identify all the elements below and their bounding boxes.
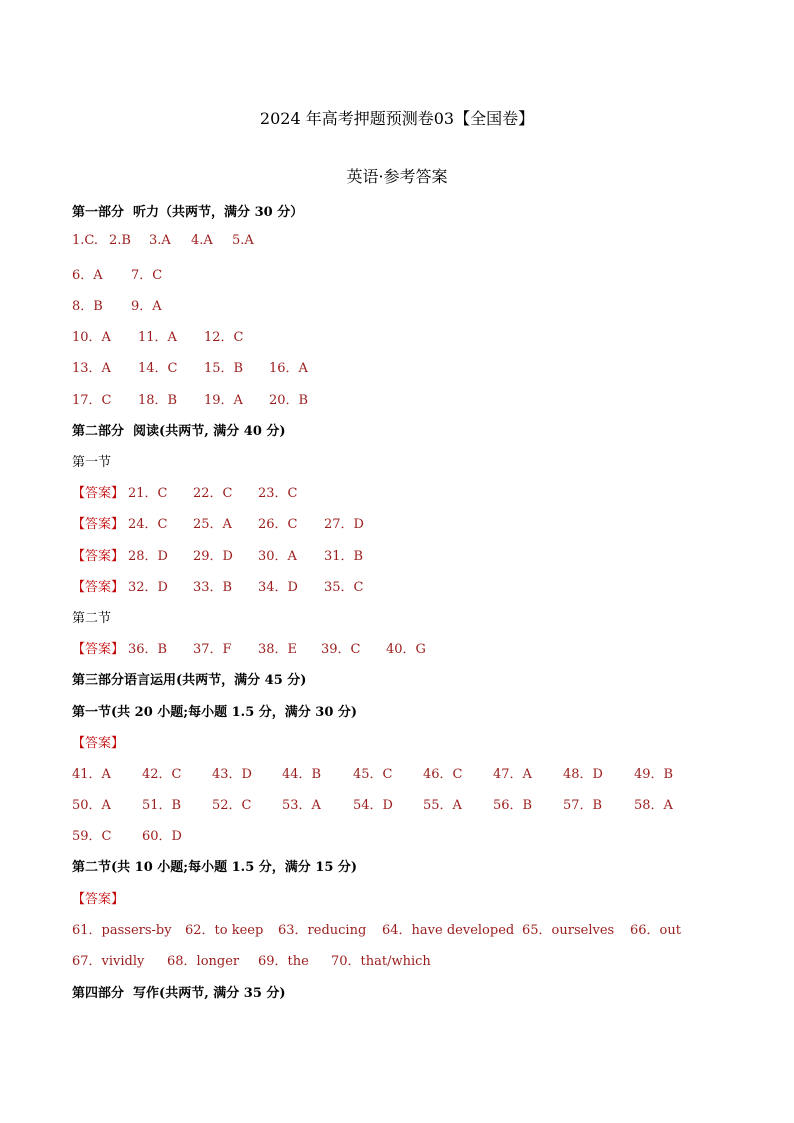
answer-item: 10．A bbox=[72, 330, 111, 345]
answer-item: 14．C bbox=[138, 361, 178, 376]
part2-section2-label: 第二节 bbox=[72, 611, 112, 626]
answer-item: 2.B bbox=[109, 233, 131, 248]
answer-item: 36．B bbox=[128, 642, 168, 657]
answer-item: 42．C bbox=[142, 767, 182, 782]
answer-item: 31．B bbox=[324, 549, 364, 564]
answer-item: 45．C bbox=[353, 767, 393, 782]
answer-item: 4.A bbox=[191, 233, 213, 248]
answer-item: 37．F bbox=[193, 642, 232, 657]
answer-item: 65．ourselves bbox=[522, 923, 615, 938]
answer-item: 63．reducing bbox=[278, 923, 367, 938]
part2-heading: 第二部分 阅读(共两节, 满分 40 分) bbox=[72, 424, 286, 439]
answer-item: 50．A bbox=[72, 798, 111, 813]
answer-item: 61．passers-by bbox=[72, 923, 172, 938]
answer-item: 48．D bbox=[563, 767, 603, 782]
page-title: 2024 年高考押题预测卷03【全国卷】 bbox=[259, 109, 535, 128]
answer-item: 52．C bbox=[212, 798, 252, 813]
answer-item: 64．have developed bbox=[382, 923, 515, 938]
answer-item: 35．C bbox=[324, 580, 364, 595]
answer-item: 44．B bbox=[282, 767, 322, 782]
answer-item: 15．B bbox=[204, 361, 244, 376]
answer-item: 40．G bbox=[386, 642, 426, 657]
part3-section2-label: 第二节(共 10 小题;每小题 1.5 分，满分 15 分) bbox=[72, 860, 358, 875]
answer-item: 38．E bbox=[258, 642, 298, 657]
answer-item: 25．A bbox=[193, 517, 232, 532]
answer-item: 13．A bbox=[72, 361, 111, 376]
part1-heading: 第一部分 听力（共两节，满分 30 分） bbox=[72, 205, 304, 220]
answer-tag: 【答案】 bbox=[72, 517, 125, 532]
answer-item: 11．A bbox=[138, 330, 177, 345]
answer-item: 57．B bbox=[563, 798, 603, 813]
answer-item: 43．D bbox=[212, 767, 252, 782]
answer-item: 33．B bbox=[193, 580, 233, 595]
answer-item: 47．A bbox=[493, 767, 532, 782]
answer-item: 21．C bbox=[128, 486, 168, 501]
answer-item: 66．out bbox=[630, 923, 681, 938]
answer-item: 49．B bbox=[634, 767, 674, 782]
answer-item: 58．A bbox=[634, 798, 673, 813]
answer-item: 29．D bbox=[193, 549, 233, 564]
answer-item: 5.A bbox=[232, 233, 254, 248]
answer-item: 46．C bbox=[423, 767, 463, 782]
answer-item: 9．A bbox=[131, 299, 162, 314]
part2-section1-label: 第一节 bbox=[72, 455, 112, 470]
answer-item: 59．C bbox=[72, 829, 112, 844]
answer-item: 8．B bbox=[72, 299, 103, 314]
answer-tag: 【答案】 bbox=[72, 580, 125, 595]
part3-answer-tag-1: 【答案】 bbox=[72, 736, 125, 751]
answer-item: 12．C bbox=[204, 330, 244, 345]
answer-item: 69．the bbox=[258, 954, 309, 969]
answer-item: 70．that/which bbox=[331, 954, 431, 969]
part3-answer-tag-2: 【答案】 bbox=[72, 892, 125, 907]
answer-item: 24．C bbox=[128, 517, 168, 532]
answer-item: 22．C bbox=[193, 486, 233, 501]
answer-item: 16．A bbox=[269, 361, 308, 376]
answer-item: 3.A bbox=[149, 233, 171, 248]
answer-item: 34．D bbox=[258, 580, 298, 595]
answer-tag: 【答案】 bbox=[72, 642, 125, 657]
answer-item: 68．longer bbox=[167, 954, 240, 969]
answer-item: 32．D bbox=[128, 580, 168, 595]
answer-item: 28．D bbox=[128, 549, 168, 564]
answer-item: 20．B bbox=[269, 393, 309, 408]
part3-heading: 第三部分语言运用(共两节，满分 45 分) bbox=[72, 673, 307, 688]
answer-item: 18．B bbox=[138, 393, 178, 408]
answer-item: 67．vividly bbox=[72, 954, 145, 969]
answer-tag: 【答案】 bbox=[72, 549, 125, 564]
answer-tag: 【答案】 bbox=[72, 486, 125, 501]
answer-item: 54．D bbox=[353, 798, 393, 813]
answer-item: 23．C bbox=[258, 486, 298, 501]
answer-item: 53．A bbox=[282, 798, 321, 813]
answer-item: 60．D bbox=[142, 829, 182, 844]
answer-item: 17．C bbox=[72, 393, 112, 408]
answer-item: 26．C bbox=[258, 517, 298, 532]
answer-item: 56．B bbox=[493, 798, 533, 813]
answer-item: 19．A bbox=[204, 393, 243, 408]
answer-item: 7．C bbox=[131, 268, 163, 283]
page-subtitle: 英语·参考答案 bbox=[346, 167, 448, 186]
answer-item: 6．A bbox=[72, 268, 103, 283]
part4-heading: 第四部分 写作(共两节, 满分 35 分) bbox=[72, 986, 286, 1001]
answer-item: 27．D bbox=[324, 517, 364, 532]
answer-item: 41．A bbox=[72, 767, 111, 782]
answer-item: 1.C. bbox=[72, 233, 99, 248]
answer-item: 55．A bbox=[423, 798, 462, 813]
answer-item: 30．A bbox=[258, 549, 297, 564]
answer-item: 62．to keep bbox=[185, 923, 264, 938]
answer-item: 51．B bbox=[142, 798, 182, 813]
answer-item: 39．C bbox=[321, 642, 361, 657]
part3-section1-label: 第一节(共 20 小题;每小题 1.5 分，满分 30 分) bbox=[72, 705, 358, 720]
